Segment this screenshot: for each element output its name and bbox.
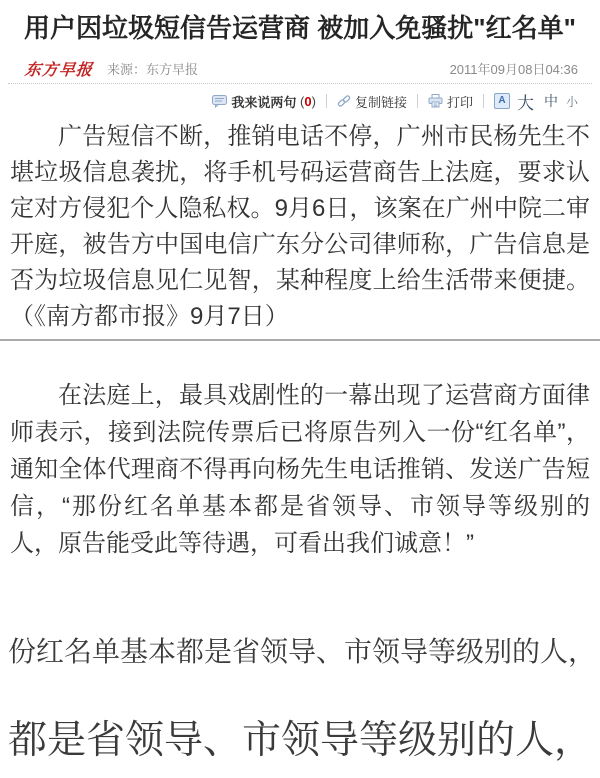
paragraph-1: 广告短信不断，推销电话不停，广州市民杨先生不堪垃圾信息袭扰，将手机号码运营商告上法庭，要求认定对方侵犯个人隐私权。9月6日，该案在广州中院二审开庭，被告方中国电信广东分公司律师称，广告信息是否为垃圾信息见仁见智，某种程度上给生活带来便捷。（《南方都市报》9月7日） bbox=[10, 123, 590, 330]
printer-icon bbox=[428, 94, 443, 108]
article-toolbar bbox=[0, 91, 578, 111]
dotted-separator bbox=[8, 83, 592, 84]
letter-a-box-icon: A bbox=[494, 93, 510, 109]
print-label: 打印 bbox=[446, 94, 473, 110]
article-meta-row bbox=[25, 58, 578, 78]
article-title: 用户因垃圾短信告运营商 被加入免骚扰"红名单" bbox=[24, 13, 576, 43]
comment-count: 0 bbox=[304, 93, 312, 109]
toolbar-separator bbox=[483, 94, 484, 108]
section-divider-line bbox=[0, 339, 600, 341]
comment-paren-close: ) bbox=[311, 93, 316, 109]
copy-link-button[interactable] bbox=[337, 92, 407, 111]
font-medium-button[interactable]: 中 bbox=[543, 93, 558, 109]
link-icon bbox=[337, 94, 351, 108]
font-size-controls bbox=[494, 89, 578, 114]
source-logo[interactable]: 东方早报 bbox=[23, 61, 94, 79]
print-button[interactable] bbox=[428, 92, 473, 111]
source-text bbox=[107, 59, 198, 78]
paragraph-2: 在法庭上，最具戏剧性的一幕出现了运营商方面律师表示，接到法院传票后已将原告列入一份“红名单”，通知全体代理商不得再向杨先生电话推销、发送广告短信，“那份红名单基本都是省领导、市领导等级别的人，原告能受此等待遇，可看出我们诚意！” bbox=[10, 382, 590, 557]
comment-label: 我来说两句 bbox=[231, 94, 297, 110]
publish-datetime: 2011年09月08日04:36 bbox=[449, 61, 578, 77]
copy-link-label: 复制链接 bbox=[354, 94, 407, 110]
toolbar-separator bbox=[417, 94, 418, 108]
source-label: 来源： bbox=[107, 61, 147, 77]
comment-button[interactable] bbox=[212, 92, 316, 111]
comment-paren-open: ( bbox=[300, 93, 305, 109]
overflow-text-line-2: 都是省领导、市领导等级别的人， bbox=[8, 719, 594, 762]
overflow-text-line-1: 份红名单基本都是省领导、市领导等级别的人， bbox=[8, 636, 597, 667]
font-small-button[interactable]: 小 bbox=[565, 94, 578, 109]
source-value: 东方早报 bbox=[146, 61, 199, 77]
toolbar-separator bbox=[326, 94, 327, 108]
comment-bubble-icon bbox=[212, 94, 227, 108]
font-large-button[interactable]: 大 bbox=[516, 93, 534, 113]
